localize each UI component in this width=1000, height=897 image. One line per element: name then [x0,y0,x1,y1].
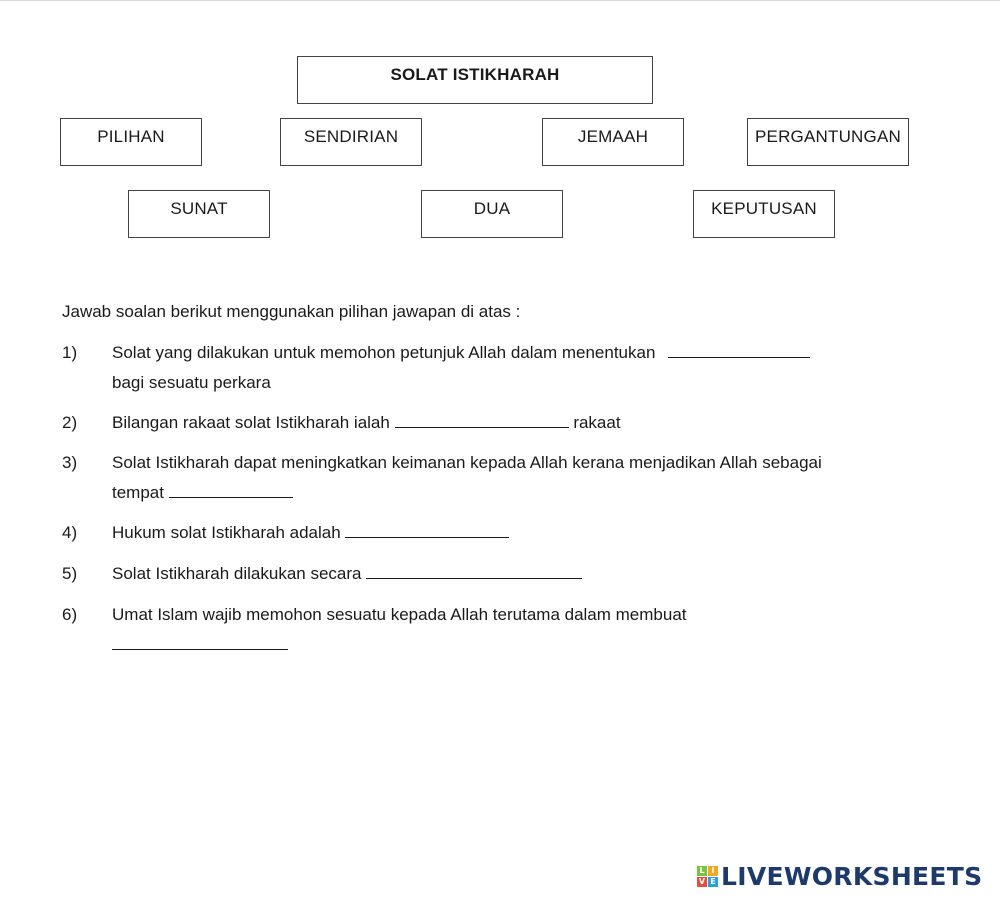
question-number: 1) [62,343,78,362]
question-text: Hukum solat Istikharah adalah [112,523,341,542]
question-6 [62,600,942,660]
option-box-jemaah[interactable] [542,118,684,166]
answer-blank-4[interactable] [345,519,509,538]
answer-blank-2[interactable] [395,409,569,428]
answer-blank-1[interactable] [668,339,810,358]
instruction-text: Jawab soalan berikut menggunakan pilihan jawapan di atas : [62,302,521,321]
logo-letter: I [708,866,718,876]
option-label: JEMAAH [577,127,649,146]
question-text-suffix: rakaat [573,413,621,432]
question-number: 4) [62,523,78,542]
question-text: Solat Istikharah dilakukan secara [112,564,362,583]
logo-letter: V [698,876,706,886]
question-number: 5) [62,564,78,583]
question-text-continued: tempat [112,483,164,502]
question-2 [62,408,942,438]
option-box-sendirian[interactable] [280,118,422,166]
option-label: DUA [473,199,511,218]
option-label: PERGANTUNGAN [755,127,901,146]
logo-text: LIVEWORKSHEETS [721,861,983,891]
question-text: Solat yang dilakukan untuk memohon petunjuk Allah dalam menentukan [112,343,656,362]
answer-blank-6[interactable] [112,631,288,650]
title-text: SOLAT ISTIKHARAH [390,65,560,84]
option-box-keputusan[interactable] [693,190,835,238]
logo-letter: L [697,866,707,876]
question-text: Solat Istikharah dapat meningkatkan keimanan kepada Allah kerana menjadikan Allah sebagai [112,453,822,472]
question-3 [62,448,942,508]
question-text: Bilangan rakaat solat Istikharah ialah [112,413,390,432]
logo-letter: E [708,877,718,887]
option-box-pergantungan[interactable] [747,118,909,166]
answer-blank-5[interactable] [366,560,582,579]
question-number: 3) [62,453,78,472]
question-4 [62,518,942,548]
answer-blank-3[interactable] [169,479,293,498]
option-box-pilihan[interactable] [60,118,202,166]
question-5 [62,559,942,589]
top-border [0,0,1000,1]
option-box-dua[interactable] [421,190,563,238]
option-label: SUNAT [170,199,228,218]
liveworksheets-logo [697,861,982,891]
option-label: KEPUTUSAN [711,199,817,218]
question-text: Umat Islam wajib memohon sesuatu kepada Allah terutama dalam membuat [112,605,687,624]
option-box-sunat[interactable] [128,190,270,238]
option-label: PILIHAN [97,127,165,146]
question-number: 6) [62,605,78,624]
title-box [297,56,653,104]
question-text-continued: bagi sesuatu perkara [112,373,271,392]
logo-mark-icon [697,866,718,887]
question-1 [62,338,942,398]
option-label: SENDIRIAN [303,127,399,146]
question-number: 2) [62,413,78,432]
